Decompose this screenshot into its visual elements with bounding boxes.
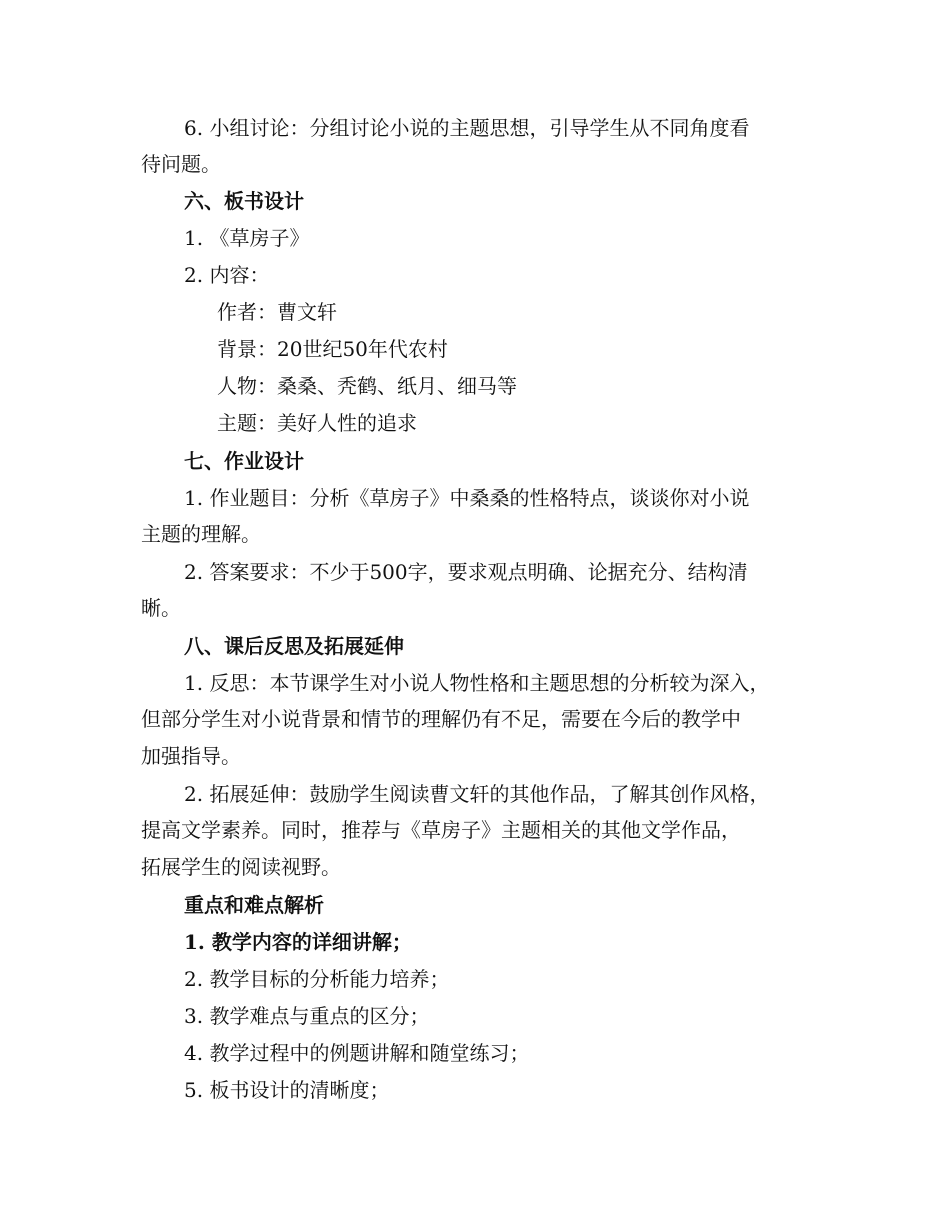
content-background: 背景：20世纪50年代农村: [217, 337, 448, 361]
list-item-2-extension: 2. 拓展延伸：鼓励学生阅读曹文轩的其他作品，了解其创作风格，: [184, 782, 770, 806]
list-item-6-discussion: 6. 小组讨论：分组讨论小说的主题思想，引导学生从不同角度看: [184, 116, 750, 140]
list-item-2-continuation: 晰。: [141, 596, 181, 620]
content-characters: 人物：桑桑、秃鹤、纸月、细马等: [217, 374, 517, 398]
list-item-2-answer-requirement: 2. 答案要求：不少于500字，要求观点明确、论据充分、结构清: [184, 560, 748, 584]
section-heading-blackboard: 六、板书设计: [184, 189, 304, 213]
list-item-6-continuation: 待问题。: [141, 152, 221, 176]
reflection-continuation-1: 但部分学生对小说背景和情节的理解仍有不足，需要在今后的教学中: [141, 707, 741, 731]
list-item-1-reflection: 1. 反思：本节课学生对小说人物性格和主题思想的分析较为深入，: [184, 671, 770, 695]
content-author: 作者：曹文轩: [217, 300, 337, 324]
list-item-1-continuation: 主题的理解。: [141, 522, 261, 546]
extension-continuation-1: 提高文学素养。同时，推荐与《草房子》主题相关的其他文学作品，: [141, 818, 741, 842]
key-point-4: 4. 教学过程中的例题讲解和随堂练习；: [184, 1041, 530, 1065]
key-point-2: 2. 教学目标的分析能力培养；: [184, 967, 450, 991]
key-point-5: 5. 板书设计的清晰度；: [184, 1078, 390, 1102]
content-theme: 主题：美好人性的追求: [217, 411, 417, 435]
section-heading-reflection: 八、课后反思及拓展延伸: [184, 634, 404, 658]
list-item-2-content: 2. 内容：: [184, 263, 270, 287]
list-item-1-homework-topic: 1. 作业题目：分析《草房子》中桑桑的性格特点，谈谈你对小说: [184, 486, 750, 510]
section-heading-key-points: 重点和难点解析: [184, 893, 324, 917]
list-item-1-title: 1. 《草房子》: [184, 226, 310, 250]
key-point-1: 1. 教学内容的详细讲解；: [184, 930, 412, 954]
reflection-continuation-2: 加强指导。: [141, 744, 241, 768]
key-point-3: 3. 教学难点与重点的区分；: [184, 1004, 430, 1028]
section-heading-homework: 七、作业设计: [184, 449, 304, 473]
extension-continuation-2: 拓展学生的阅读视野。: [141, 855, 341, 879]
